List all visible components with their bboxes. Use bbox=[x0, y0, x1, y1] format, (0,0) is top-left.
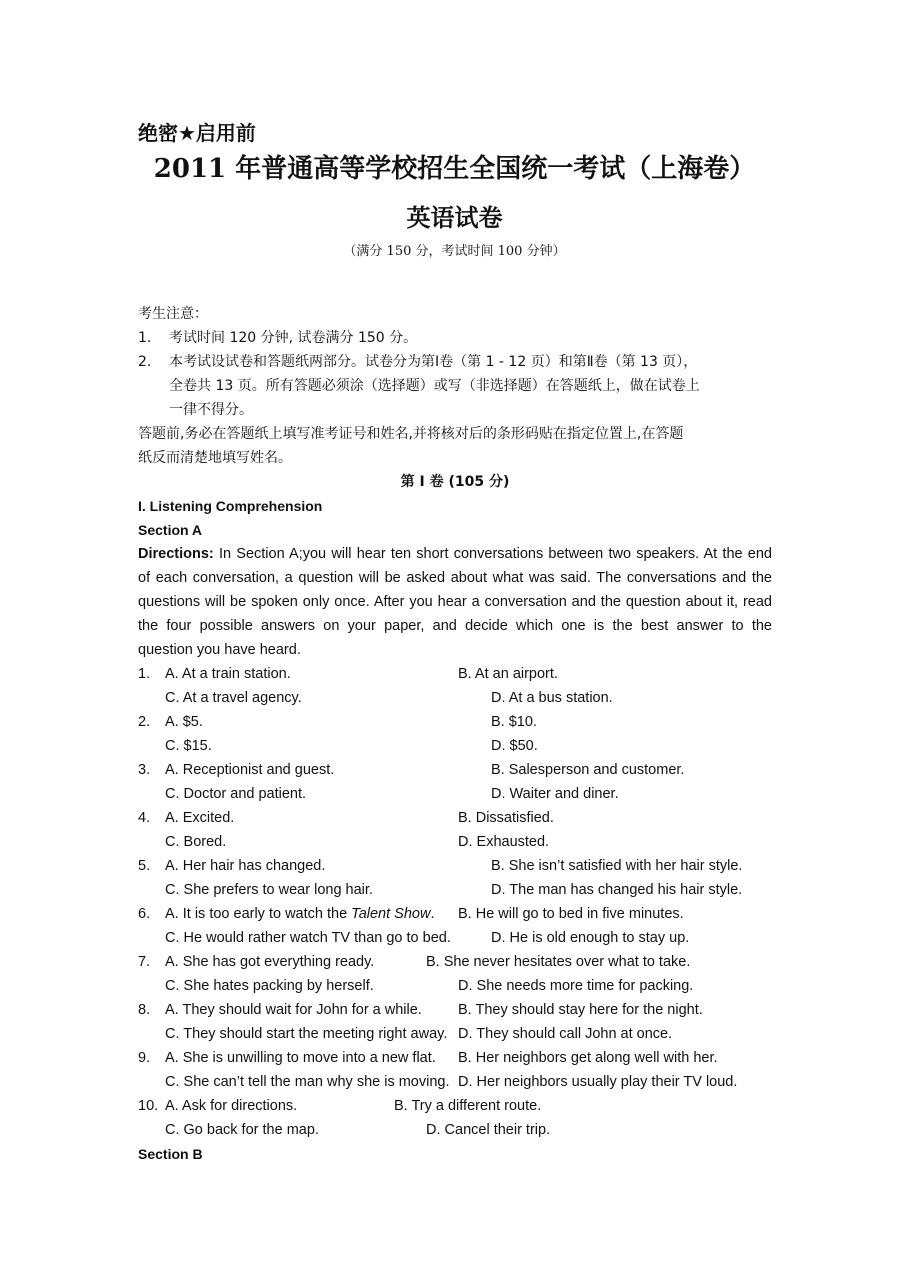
exam-subtitle: 英语试卷 bbox=[406, 203, 503, 232]
question-number: 6. bbox=[138, 906, 151, 922]
question-list bbox=[138, 662, 772, 1142]
answer-option-text: C. Bored. bbox=[165, 834, 227, 850]
question-number: 9. bbox=[138, 1050, 151, 1066]
answer-option-text: C. Go back for the map. bbox=[165, 1122, 319, 1138]
answer-option: D. Waiter and diner. bbox=[491, 786, 619, 802]
directions bbox=[138, 542, 772, 662]
question-row bbox=[138, 758, 772, 782]
directions-line: the four possible answers on your paper, and decide which one is the best answer to the bbox=[138, 618, 772, 634]
answer-option: D. The man has changed his hair style. bbox=[491, 882, 743, 898]
question-row bbox=[138, 686, 772, 710]
answer-option bbox=[165, 686, 302, 710]
question-row bbox=[138, 878, 772, 902]
answer-option: D. $50. bbox=[491, 738, 538, 754]
answer-option bbox=[165, 1118, 319, 1142]
answer-option bbox=[165, 782, 306, 806]
directions-line: question you have heard. bbox=[138, 642, 301, 658]
question-row bbox=[138, 662, 772, 686]
answer-option bbox=[165, 926, 451, 950]
answer-option bbox=[165, 974, 374, 998]
question-row bbox=[138, 1070, 772, 1094]
answer-option bbox=[165, 854, 325, 878]
question-number: 8. bbox=[138, 1002, 151, 1018]
answer-option-text: C. At a travel agency. bbox=[165, 690, 302, 706]
answer-option-text: A. Excited. bbox=[165, 810, 235, 826]
notice-heading: 考生注意： bbox=[138, 306, 208, 322]
question-row bbox=[138, 782, 772, 806]
answer-option: D. Exhausted. bbox=[458, 834, 550, 850]
answer-option-text: A. Receptionist and guest. bbox=[165, 762, 335, 778]
question-row bbox=[138, 1046, 772, 1070]
directions-line: questions will be spoken only once. After you hear a conversation and the question about it, read bbox=[138, 594, 772, 610]
question-number: 7. bbox=[138, 954, 151, 970]
answer-option-text: C. Doctor and patient. bbox=[165, 786, 307, 802]
question-row bbox=[138, 1094, 772, 1118]
question-row bbox=[138, 998, 772, 1022]
answer-option bbox=[165, 830, 226, 854]
answer-option-text: C. $15. bbox=[165, 738, 212, 754]
question-row bbox=[138, 950, 772, 974]
answer-option-text: C. She prefers to wear long hair. bbox=[165, 882, 373, 898]
answer-option: D. He is old enough to stay up. bbox=[491, 930, 690, 946]
answer-option bbox=[165, 1094, 297, 1118]
notice-item-text: 全卷共 13 页。所有答题必须涂（选择题）或写（非选择题）在答题纸上，做在试卷上 bbox=[169, 378, 700, 394]
notice-item-2 bbox=[138, 350, 772, 374]
question-row bbox=[138, 710, 772, 734]
answer-option: B. She isn’t satisfied with her hair style. bbox=[491, 858, 743, 874]
answer-option: B. He will go to bed in five minutes. bbox=[458, 906, 684, 922]
answer-option: B. Try a different route. bbox=[394, 1098, 542, 1114]
answer-option bbox=[165, 902, 434, 926]
answer-option bbox=[165, 734, 212, 758]
answer-option bbox=[165, 710, 203, 734]
answer-option bbox=[165, 950, 374, 974]
answer-option-text: C. She can’t tell the man why she is moving. bbox=[165, 1074, 450, 1090]
notice-item-2-cont bbox=[138, 398, 772, 422]
question-row bbox=[138, 1022, 772, 1046]
secret-mark: 绝密★启用前 bbox=[138, 121, 256, 145]
answer-option: B. Salesperson and customer. bbox=[491, 762, 685, 778]
punctuation: . bbox=[430, 906, 435, 922]
answer-option: D. Cancel their trip. bbox=[426, 1122, 551, 1138]
directions-text: In Section A;you will hear ten short conversations between two speakers. At the end bbox=[213, 546, 772, 562]
exam-body bbox=[138, 302, 772, 1166]
answer-option-text: A. She has got everything ready. bbox=[165, 954, 375, 970]
section-a-label: Section A bbox=[138, 522, 203, 538]
question-row bbox=[138, 974, 772, 998]
directions-line bbox=[138, 542, 772, 566]
question-row bbox=[138, 734, 772, 758]
directions-line: of each conversation, a question will be asked about what was said. The conversations and the bbox=[138, 570, 772, 586]
answer-option: B. Her neighbors get along well with her. bbox=[458, 1050, 718, 1066]
answer-option: B. She never hesitates over what to take. bbox=[426, 954, 691, 970]
section-b-label: Section B bbox=[138, 1146, 203, 1162]
question-number: 4. bbox=[138, 810, 151, 826]
answer-option: D. At a bus station. bbox=[491, 690, 613, 706]
answer-option-text: A. At a train station. bbox=[165, 666, 291, 682]
answer-option bbox=[165, 662, 291, 686]
question-number: 2. bbox=[138, 714, 151, 730]
question-row bbox=[138, 854, 772, 878]
answer-option: B. They should stay here for the night. bbox=[458, 1002, 703, 1018]
question-number: 10. bbox=[138, 1098, 159, 1114]
answer-option-text: C. They should start the meeting right away. bbox=[165, 1026, 448, 1042]
answer-option-text: A. They should wait for John for a while. bbox=[165, 1002, 422, 1018]
answer-option-text: C. He would rather watch TV than go to bed. bbox=[165, 930, 451, 946]
section-title: I. Listening Comprehension bbox=[138, 498, 323, 514]
notice-item-number: 2. bbox=[138, 354, 152, 370]
answer-option bbox=[165, 998, 422, 1022]
answer-option: B. Dissatisfied. bbox=[458, 810, 554, 826]
answer-option-text: A. It is too early to watch the bbox=[165, 906, 352, 922]
notice-item-text: 考试时间 120 分钟, 试卷满分 150 分。 bbox=[169, 330, 418, 346]
show-title: Talent Show bbox=[351, 906, 431, 922]
question-row bbox=[138, 902, 772, 926]
answer-option-text: A. Ask for directions. bbox=[165, 1098, 298, 1114]
score-note: （满分 150 分，考试时间 100 分钟） bbox=[343, 244, 566, 259]
answer-option: D. Her neighbors usually play their TV loud. bbox=[458, 1074, 738, 1090]
notice-item-text: 本考试设试卷和答题纸两部分。试卷分为第Ⅰ卷（第 1 - 12 页）和第Ⅱ卷（第 13 页）， bbox=[169, 354, 698, 370]
answer-option: D. They should call John at once. bbox=[458, 1026, 673, 1042]
answer-option-text: A. She is unwilling to move into a new flat. bbox=[165, 1050, 436, 1066]
question-number: 1. bbox=[138, 666, 151, 682]
question-number: 3. bbox=[138, 762, 151, 778]
answer-option bbox=[165, 1070, 450, 1094]
answer-option: B. $10. bbox=[491, 714, 537, 730]
answer-option: D. She needs more time for packing. bbox=[458, 978, 694, 994]
notice-extra-line: 答题前,务必在答题纸上填写准考证号和姓名,并将核对后的条形码贴在指定位置上,在答题 bbox=[138, 426, 684, 442]
answer-option bbox=[165, 1022, 447, 1046]
question-number: 5. bbox=[138, 858, 151, 874]
notice-extra-line: 纸反而清楚地填写姓名。 bbox=[138, 450, 292, 466]
notice-item-2-cont bbox=[138, 374, 772, 398]
answer-option-text: C. She hates packing by herself. bbox=[165, 978, 374, 994]
question-row bbox=[138, 830, 772, 854]
answer-option-text: A. $5. bbox=[165, 714, 203, 730]
question-row bbox=[138, 806, 772, 830]
answer-option bbox=[165, 878, 373, 902]
exam-title: 2011 年普通高等学校招生全国统一考试（上海卷） bbox=[153, 154, 756, 184]
notice-item-number: 1. bbox=[138, 330, 152, 346]
notice-item-1 bbox=[138, 326, 772, 350]
question-row bbox=[138, 926, 772, 950]
answer-option bbox=[165, 1046, 436, 1070]
answer-option bbox=[165, 758, 334, 782]
notice-item-text: 一律不得分。 bbox=[169, 402, 253, 418]
directions-label: Directions: bbox=[138, 546, 214, 562]
question-row bbox=[138, 1118, 772, 1142]
answer-option-text: A. Her hair has changed. bbox=[165, 858, 326, 874]
answer-option bbox=[165, 806, 234, 830]
answer-option: B. At an airport. bbox=[458, 666, 558, 682]
part-heading: 第 I 卷 (105 分) bbox=[400, 474, 510, 490]
